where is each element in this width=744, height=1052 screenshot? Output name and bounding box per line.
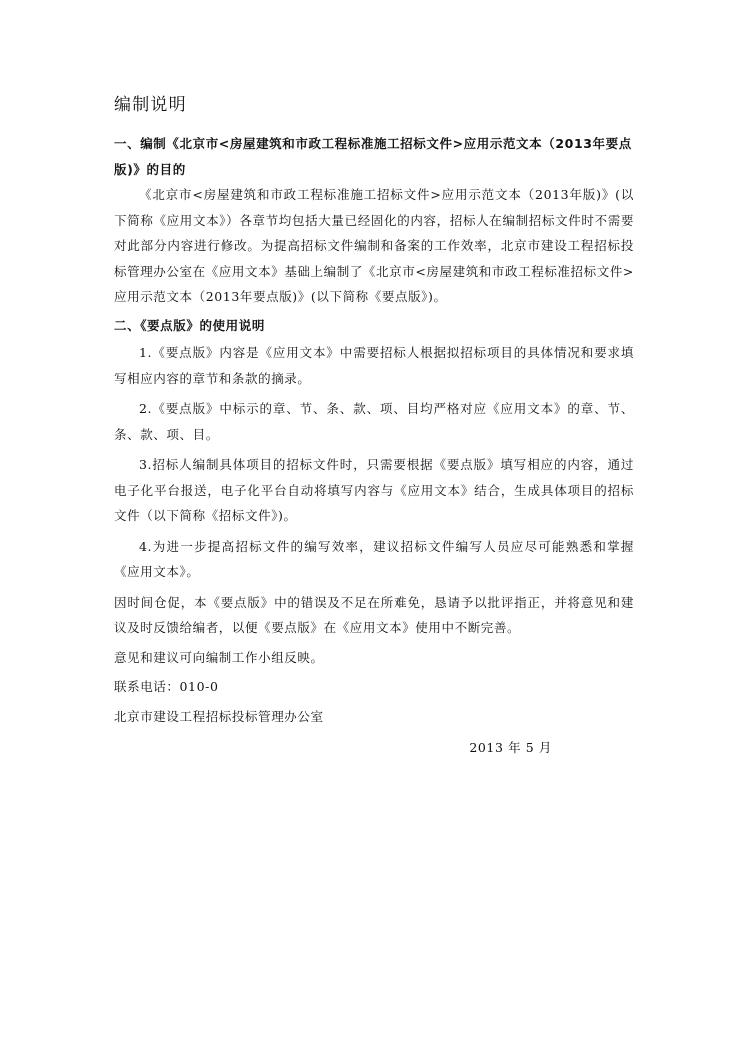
document-body bbox=[114, 92, 634, 761]
section-2-heading: 二、《要点版》的使用说明 bbox=[114, 317, 265, 333]
section-1-heading: 一、编制《北京市<房屋建筑和市政工程标准施工招标文件>应用示范文本（2013年要点版)》的目的 bbox=[114, 136, 632, 177]
usage-item-4: 4.为进一步提高招标文件的编写效率，建议招标文件编写人员应尽可能熟悉和掌握《应用文本》。 bbox=[114, 538, 634, 579]
document-title: 编制说明 bbox=[114, 95, 187, 115]
usage-item-1: 1.《要点版》内容是《应用文本》中需要招标人根据拟招标项目的具体情况和要求填写相应内容的章节和条款的摘录。 bbox=[114, 345, 634, 386]
usage-item-3: 3.招标人编制具体项目的招标文件时，只需要根据《要点版》填写相应的内容，通过电子化平台报送，电子化平台自动将填写内容与《应用文本》结合，生成具体项目的招标文件（以下简称《招标文件》)。 bbox=[114, 457, 634, 523]
issue-date: 2013 年 5 月 bbox=[469, 740, 552, 755]
section-1-paragraph: 《北京市<房屋建筑和市政工程标准施工招标文件>应用示范文本（2013年版)》(以下简称《应用文本》）各章节均包括大量已经固化的内容，招标人在编制招标文件时不需要对此部分内容进行修改。为提高招标文件编制和备案的工作效率，北京市建设工程招标投标管理办公室在《应用文本》基础上编制了《北京市<房屋建筑和市政工程标准招标文件>应用示范文本（2013年要点版)》(以下简称《要点版》)。 bbox=[114, 187, 634, 304]
closing-paragraph: 因时间仓促，本《要点版》中的错误及不足在所难免，恳请予以批评指正，并将意见和建议及时反馈给编者，以便《要点版》在《应用文本》使用中不断完善。 bbox=[114, 594, 634, 635]
feedback-note: 意见和建议可向编制工作小组反映。 bbox=[114, 649, 324, 665]
issuing-organization: 北京市建设工程招标投标管理办公室 bbox=[114, 708, 324, 724]
usage-item-2: 2.《要点版》中标示的章、节、条、款、项、目均严格对应《应用文本》的章、节、条、款、项、目。 bbox=[114, 401, 634, 442]
contact-phone: 联系电话：010-0 bbox=[114, 679, 219, 694]
